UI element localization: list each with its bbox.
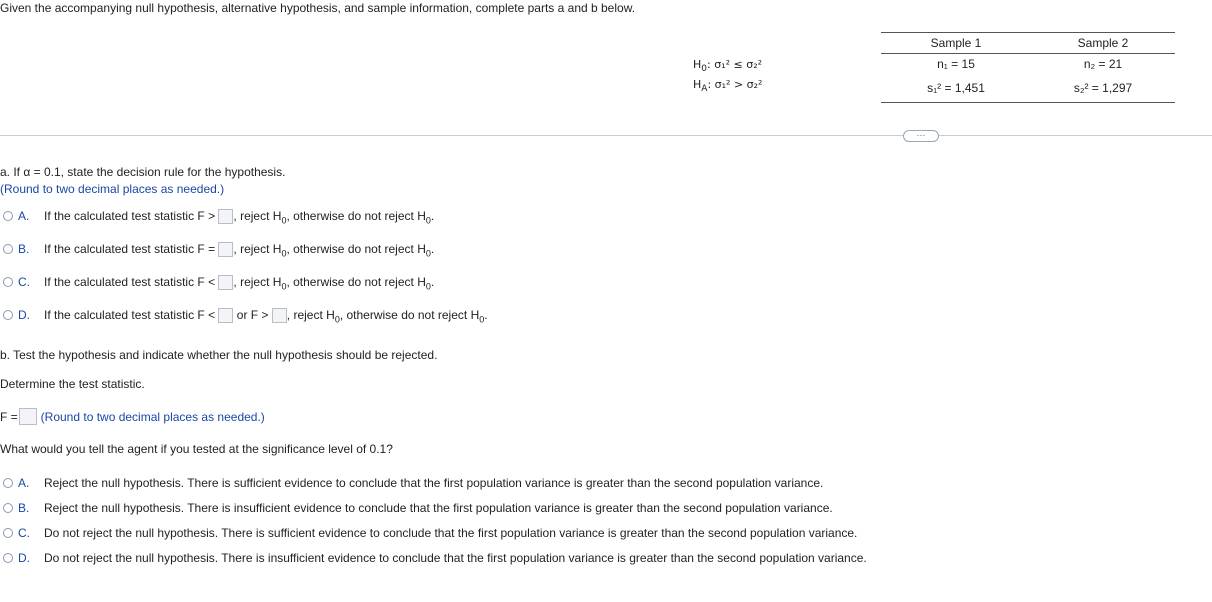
option-end: . [484,308,488,322]
option-text: Do not reject the null hypothesis. There is insufficient evidence to conclude that the first population variance is greater than the second population variance. [44,551,867,565]
question-intro: Given the accompanying null hypothesis, alternative hypothesis, and sample information, complete parts a and b below. [0,1,636,15]
radio-button[interactable] [3,553,13,563]
part-a-round-note: (Round to two decimal places as needed.) [0,182,225,196]
option-pre: If the calculated test statistic F < [44,275,216,289]
option-text [44,308,488,324]
option-letter: A. [18,476,30,490]
option-sub2: 0 [425,281,431,292]
null-sub: 0 [701,64,708,75]
option-sub2: 0 [479,314,485,325]
radio-button[interactable] [3,244,13,254]
alternative-hypothesis [693,78,762,94]
option-post: , otherwise do not reject H [286,242,426,256]
null-relation: : σ₁² ≤ σ₂² [707,58,763,71]
option-end: . [430,275,435,289]
option-text [44,242,434,258]
significance-question: What would you tell the agent if you tested at the significance level of 0.1? [0,442,393,456]
sample1-header: Sample 1 [930,36,982,50]
option-letter: B. [18,242,30,256]
determine-text: Determine the test statistic. [0,377,145,391]
radio-button[interactable] [3,478,13,488]
part-b-prompt: b. Test the hypothesis and indicate whether the null hypothesis should be rejected. [0,348,438,362]
option-pre: If the calculated test statistic F = [44,242,216,256]
option-mid: , reject H [286,308,335,322]
alt-label: H [693,78,702,91]
radio-button[interactable] [3,211,13,221]
option-sub: 0 [281,215,287,226]
option-pre: If the calculated test statistic F < [44,308,216,322]
option-letter: A. [18,209,30,223]
option-post: , otherwise do not reject H [286,275,426,289]
alt-sub: A [701,84,708,95]
answer-box[interactable] [218,275,233,290]
radio-button[interactable] [3,528,13,538]
more-button[interactable]: ··· [903,130,939,142]
answer-box[interactable] [218,209,233,224]
option-text: Do not reject the null hypothesis. There is sufficient evidence to conclude that the first population variance is greater than the second population variance. [44,526,858,540]
option-letter: C. [18,526,30,540]
sample2-variance: s₂² = 1,297 [1073,81,1133,95]
f-statistic-input[interactable] [19,408,37,425]
answer-box-upper[interactable] [272,308,287,323]
option-or: or F > [236,308,269,322]
radio-button[interactable] [3,310,13,320]
option-text: Reject the null hypothesis. There is sufficient evidence to conclude that the first population variance is greater than the second population variance. [44,476,824,490]
option-sub: 0 [334,314,340,325]
option-sub2: 0 [425,215,431,226]
sample2-header: Sample 2 [1077,36,1129,50]
radio-button[interactable] [3,503,13,513]
option-letter: D. [18,551,30,565]
option-post: , otherwise do not reject H [286,209,426,223]
option-text [44,209,434,225]
option-mid: , reject H [233,209,282,223]
option-post: , otherwise do not reject H [339,308,480,322]
section-divider [0,135,1212,136]
sample1-n: n₁ = 15 [937,57,975,71]
part-a-prompt: a. If α = 0.1, state the decision rule for the hypothesis. [0,165,286,179]
option-letter: B. [18,501,30,515]
answer-box[interactable] [218,242,233,257]
alt-relation: : σ₁² > σ₂² [707,78,763,91]
answer-box-lower[interactable] [218,308,233,323]
option-mid: , reject H [233,275,282,289]
option-pre: If the calculated test statistic F > [44,209,216,223]
radio-button[interactable] [3,277,13,287]
null-label: H [693,58,702,71]
null-hypothesis [693,58,762,74]
f-label: F = [0,410,18,424]
option-sub: 0 [281,248,287,259]
part-b-round-note: (Round to two decimal places as needed.) [40,410,265,424]
option-sub2: 0 [425,248,431,259]
option-mid: , reject H [233,242,282,256]
option-text [44,275,434,291]
sample-table [881,32,1175,103]
option-end: . [430,209,435,223]
option-end: . [430,242,435,256]
sample2-n: n₂ = 21 [1083,57,1123,71]
option-sub: 0 [281,281,287,292]
option-letter: D. [18,308,30,322]
sample1-variance: s₁² = 1,451 [927,81,985,95]
option-text: Reject the null hypothesis. There is insufficient evidence to conclude that the first population variance is greater than the second population variance. [44,501,833,515]
option-letter: C. [18,275,30,289]
f-statistic-row [0,408,265,425]
